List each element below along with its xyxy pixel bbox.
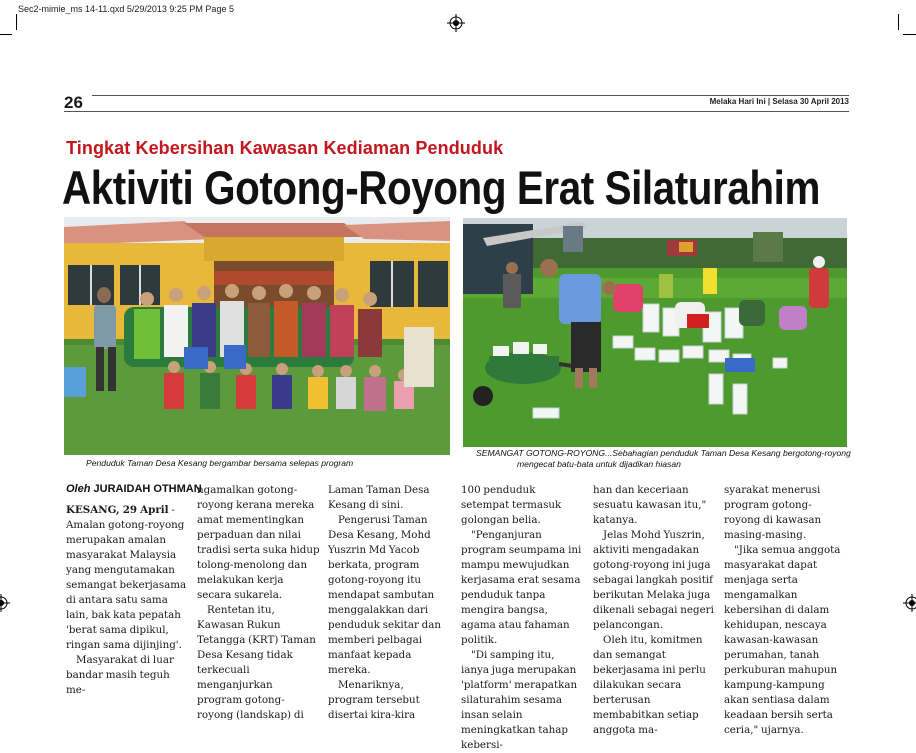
crop-mark (903, 34, 916, 35)
page-header (64, 93, 849, 112)
article-paragraph: "Jika semua anggota masyarakat dapat menjaga serta mengamalkan kebersihan di dalam kehidupan, nescaya kawasan-kawasan perumahan, tanah perkuburan mahupun kampung-kampung akan sentiasa dalam keadaan bersih serta ceria," ujarnya. (724, 544, 841, 736)
article-paragraph: Rentetan itu, Kawasan Rukun Tetangga (KRT) Taman Desa Kesang tidak terkecuali menganjurkan program gotong-royong (landskap) di (197, 604, 316, 721)
prepress-slug: Sec2-mimie_ms 14-11.qxd 5/29/2013 9:25 PM Page 5 (18, 4, 234, 14)
group-photo (64, 217, 450, 455)
article-paragraph: 100 penduduk setempat termasuk golongan belia. (461, 484, 562, 526)
byline-author: JURAIDAH OTHMAN (93, 483, 202, 495)
byline (66, 483, 202, 495)
article-paragraph: Masyarakat di luar bandar masih teguh me- (66, 654, 174, 696)
dateline: KESANG, 29 April (66, 504, 169, 516)
article-paragraph: Oleh itu, komitmen dan semangat bekerjasama ini perlu dilakukan secara berterusan membabitkan setiap anggota ma- (593, 634, 706, 736)
kicker: Tingkat Kebersihan Kawasan Kediaman Penduduk (66, 138, 504, 158)
registration-mark-icon (0, 594, 10, 612)
header-rule (92, 95, 849, 96)
headline: Aktiviti Gotong-Royong Erat Silaturahim (62, 161, 820, 214)
caption-line: SEMANGAT GOTONG-ROYONG...Sebahagian penduduk Taman Desa Kesang bergotong-royong (476, 448, 851, 458)
article-column-3 (328, 483, 450, 723)
article-paragraph: syarakat menerusi program gotong-royong di kawasan masing-masing. (724, 484, 822, 541)
article-paragraph (66, 503, 190, 653)
article-column-2 (197, 483, 320, 723)
header-rule (64, 111, 849, 112)
crop-mark (0, 34, 12, 35)
bricks-photo (463, 218, 847, 447)
article-paragraph: han dan keceriaan sesuatu kawasan itu," katanya. (593, 484, 707, 526)
article-column-1 (66, 503, 190, 698)
publication-date: Melaka Hari Ini | Selasa 30 April 2013 (709, 97, 849, 106)
crop-mark (898, 14, 899, 30)
article-column-6 (724, 483, 848, 738)
crop-mark (16, 14, 17, 30)
article-column-5 (593, 483, 716, 738)
article-column-4 (461, 483, 585, 753)
article-paragraph: "Penganjuran program seumpama ini mampu mewujudkan kerjasama erat sesama penduduk tanpa mengira bangsa, agama atau fahaman politik. (461, 529, 582, 646)
registration-mark-icon (447, 14, 465, 32)
article-paragraph: "Di samping itu, ianya juga merupakan 'platform' merapatkan silaturahim sesama insan selain meningkatkan tahap kebersi- (461, 649, 578, 751)
article-paragraph: Laman Taman Desa Kesang di sini. (328, 484, 430, 511)
article-paragraph: Menariknya, program tersebut disertai kira-kira (328, 679, 420, 721)
registration-mark-icon (903, 594, 916, 612)
page-number: 26 (64, 93, 83, 112)
article-paragraph: Jelas Mohd Yuszrin, aktiviti mengadakan gotong-royong ini juga sebagai langkah positif berikutan Melaka juga dikenali sebagai negeri pelancongan. (593, 529, 714, 631)
paragraph-text: - Amalan gotong-royong merupakan amalan masyarakat Malaysia yang mengutamakan semangat bekerjasama di antara satu sama lain, bak kata pepatah 'berat sama dipikul, ringan sama dijinjing'. (66, 504, 187, 651)
photo-caption: Penduduk Taman Desa Kesang bergambar bersama selepas program (86, 458, 354, 468)
article-paragraph: Pengerusi Taman Desa Kesang, Mohd Yuszrin Md Yacob berkata, program gotong-royong itu mendapat sambutan menggalakkan dari penduduk sekitar dan memberi pelbagai manfaat kepada mereka. (328, 514, 442, 676)
byline-prefix: Oleh (66, 483, 91, 495)
photo-caption (476, 448, 851, 470)
article-paragraph: ngamalkan gotong-royong kerana mereka amat mementingkan perpaduan dan nilai tradisi serta suka hidup tolong-menolong dan melakukan kerja secara sukarela. (197, 484, 320, 601)
caption-line: mengecat batu-bata untuk dijadikan hiasan (517, 459, 681, 469)
